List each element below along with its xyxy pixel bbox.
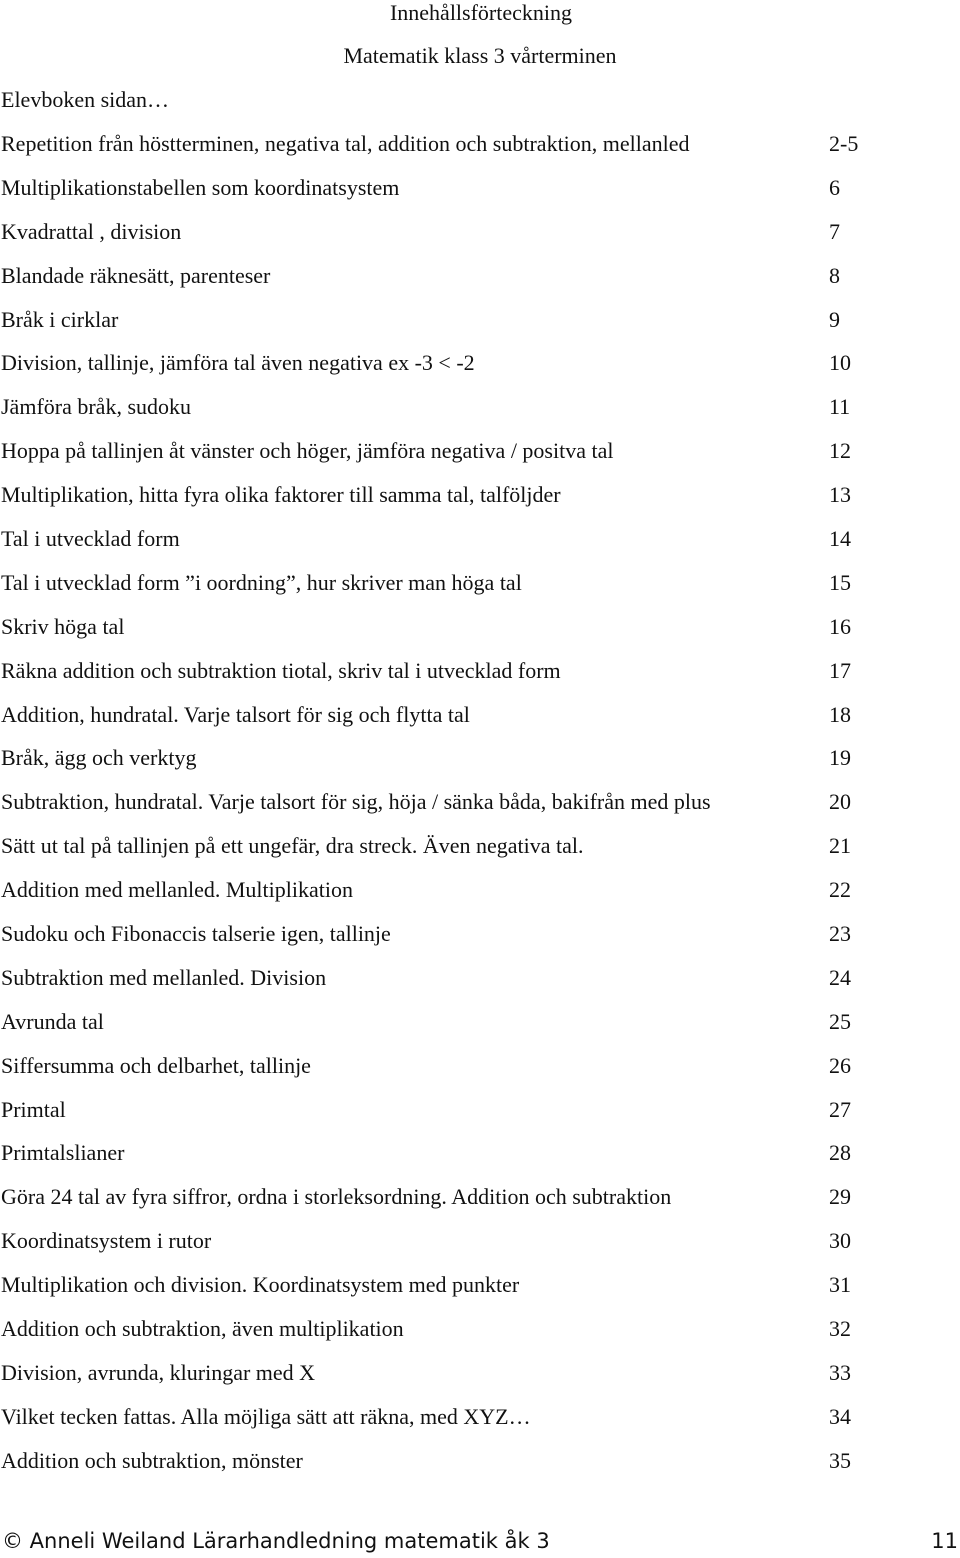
- toc-row: [0, 877, 960, 921]
- toc-entry-label: Bråk, ägg och verktyg: [1, 745, 197, 771]
- toc-entry-label: Repetition från höstterminen, negativa tal, addition och subtraktion, mellanled: [1, 131, 690, 156]
- toc-entry-page: 11: [829, 394, 851, 420]
- toc-entry-label: Sudoku och Fibonaccis talserie igen, tallinje: [1, 921, 391, 947]
- toc-entry-label: Tal i utvecklad form: [1, 526, 180, 552]
- toc-entry-label: Multiplikationstabellen som koordinatsystem: [1, 174, 400, 200]
- toc-entry-page: 8: [829, 262, 840, 288]
- toc-entry-page: 31: [829, 1272, 851, 1298]
- toc-row: [0, 1184, 960, 1228]
- toc-entry-page: 30: [829, 1228, 851, 1254]
- toc-entry-label: Addition, hundratal. Varje talsort för sig och flytta tal: [1, 701, 470, 727]
- toc-row: [0, 570, 960, 614]
- toc-entry-label: Tal i utvecklad form ”i oordning”, hur skriver man höga tal: [1, 569, 522, 595]
- toc-entry-page: 18: [829, 701, 851, 727]
- document-subtitle: Matematik klass 3 vårterminen: [343, 43, 617, 68]
- toc-entry-page: 17: [829, 657, 851, 683]
- toc-entry-label: Division, avrunda, kluringar med X: [1, 1359, 316, 1385]
- toc-row: [0, 1053, 960, 1097]
- toc-entry-label: Kvadrattal , division: [1, 218, 182, 244]
- toc-entry-page: 7: [829, 218, 840, 244]
- toc-row: [0, 1360, 960, 1404]
- toc-row: [0, 658, 960, 702]
- toc-entry-label: Subtraktion med mellanled. Division: [1, 964, 327, 990]
- toc-entry-label: Siffersumma och delbarhet, tallinje: [1, 1052, 311, 1078]
- toc-entry-label: Multiplikation, hitta fyra olika faktorer till samma tal, talföljder: [1, 482, 561, 508]
- toc-row: [0, 1272, 960, 1316]
- toc-entry-label: Vilket tecken fattas. Alla möjliga sätt att räkna, med XYZ…: [1, 1403, 531, 1429]
- toc-entry-page: 22: [829, 877, 851, 903]
- toc-entry-label: Primtal: [1, 1096, 66, 1122]
- toc-entry-label: Bråk i cirklar: [1, 306, 119, 332]
- toc-entry-page: 29: [829, 1184, 851, 1210]
- toc-entry-label: Hoppa på tallinjen åt vänster och höger, jämföra negativa / positva tal: [1, 438, 614, 464]
- toc-entry-page: 15: [829, 569, 851, 595]
- toc-entry-label: Addition med mellanled. Multiplikation: [1, 877, 353, 903]
- toc-entry-page: 6: [829, 174, 840, 200]
- toc-row: [0, 438, 960, 482]
- toc-row: [0, 175, 960, 219]
- toc-entry-page: 32: [829, 1316, 851, 1342]
- toc-entry-page: 34: [829, 1403, 851, 1429]
- toc-row: [0, 1228, 960, 1272]
- toc-entry-label: Addition och subtraktion, även multiplikation: [1, 1316, 404, 1342]
- toc-entry-page: 20: [829, 789, 851, 815]
- document-title: Innehållsförteckning: [389, 0, 573, 25]
- toc-entry-label: Räkna addition och subtraktion tiotal, skriv tal i utvecklad form: [1, 657, 561, 683]
- toc-entry-page: 28: [829, 1140, 851, 1166]
- toc-row: [0, 1097, 960, 1141]
- toc-row: [0, 219, 960, 263]
- toc-entry-page: 24: [829, 964, 851, 990]
- toc-entry-page: 10: [829, 350, 851, 376]
- toc-row: [0, 1140, 960, 1184]
- toc-entry-page: 26: [829, 1052, 851, 1078]
- toc-entry-page: 25: [829, 1008, 851, 1034]
- toc-entry-label: Division, tallinje, jämföra tal även negativa ex -3 < -2: [1, 350, 475, 376]
- toc-entry-page: 16: [829, 613, 851, 639]
- toc-entry-label: Skriv höga tal: [1, 613, 125, 639]
- toc-entry-page: 35: [829, 1447, 851, 1473]
- toc-entry-page: 12: [829, 438, 851, 464]
- footer-copyright: © Anneli Weiland Lärarhandledning matematik åk 3: [2, 1529, 550, 1553]
- toc-row: [0, 131, 960, 175]
- toc-entry-page: 19: [829, 745, 851, 771]
- toc-row: [0, 482, 960, 526]
- toc-row: [0, 702, 960, 746]
- toc-row: [0, 263, 960, 307]
- page-footer: [0, 1522, 960, 1558]
- toc-row: [0, 526, 960, 570]
- toc-entry-label: Sätt ut tal på tallinjen på ett ungefär, dra streck. Även negativa tal.: [1, 833, 584, 859]
- toc-row: [0, 965, 960, 1009]
- toc-entry-page: 27: [829, 1096, 851, 1122]
- toc-entry-label: Göra 24 tal av fyra siffror, ordna i storleksordning. Addition och subtraktion: [1, 1184, 672, 1210]
- toc-entry-label: Subtraktion, hundratal. Varje talsort för sig, höja / sänka båda, bakifrån med plus: [1, 789, 711, 815]
- toc-row: [0, 1009, 960, 1053]
- toc-row: [0, 1404, 960, 1448]
- toc-row: [0, 1448, 960, 1492]
- toc-entry-label: Multiplikation och division. Koordinatsystem med punkter: [1, 1272, 520, 1298]
- footer-page-number: 11: [931, 1529, 958, 1553]
- toc-entry-label: Jämföra bråk, sudoku: [1, 394, 192, 420]
- toc-row: [0, 614, 960, 658]
- toc-row: [0, 745, 960, 789]
- toc-entry-page: 23: [829, 921, 851, 947]
- table-of-contents: [0, 131, 960, 1492]
- toc-entry-page: 14: [829, 526, 851, 552]
- toc-row: [0, 350, 960, 394]
- toc-entry-label: Koordinatsystem i rutor: [1, 1228, 212, 1254]
- toc-entry-page: 2-5: [829, 131, 859, 156]
- toc-entry-page: 9: [829, 306, 840, 332]
- toc-entry-page: 13: [829, 482, 851, 508]
- toc-row: [0, 921, 960, 965]
- toc-entry-page: 21: [829, 833, 851, 859]
- toc-entry-label: Blandade räknesätt, parenteser: [1, 262, 271, 288]
- toc-entry-page: 33: [829, 1359, 851, 1385]
- toc-row: [0, 307, 960, 351]
- toc-row: [0, 833, 960, 877]
- toc-row: [0, 1316, 960, 1360]
- toc-entry-label: Primtalslianer: [1, 1140, 125, 1166]
- toc-row: [0, 394, 960, 438]
- toc-entry-label: Avrunda tal: [1, 1008, 104, 1034]
- toc-entry-label: Addition och subtraktion, mönster: [1, 1447, 303, 1473]
- section-label: Elevboken sidan…: [1, 87, 170, 112]
- toc-row: [0, 789, 960, 833]
